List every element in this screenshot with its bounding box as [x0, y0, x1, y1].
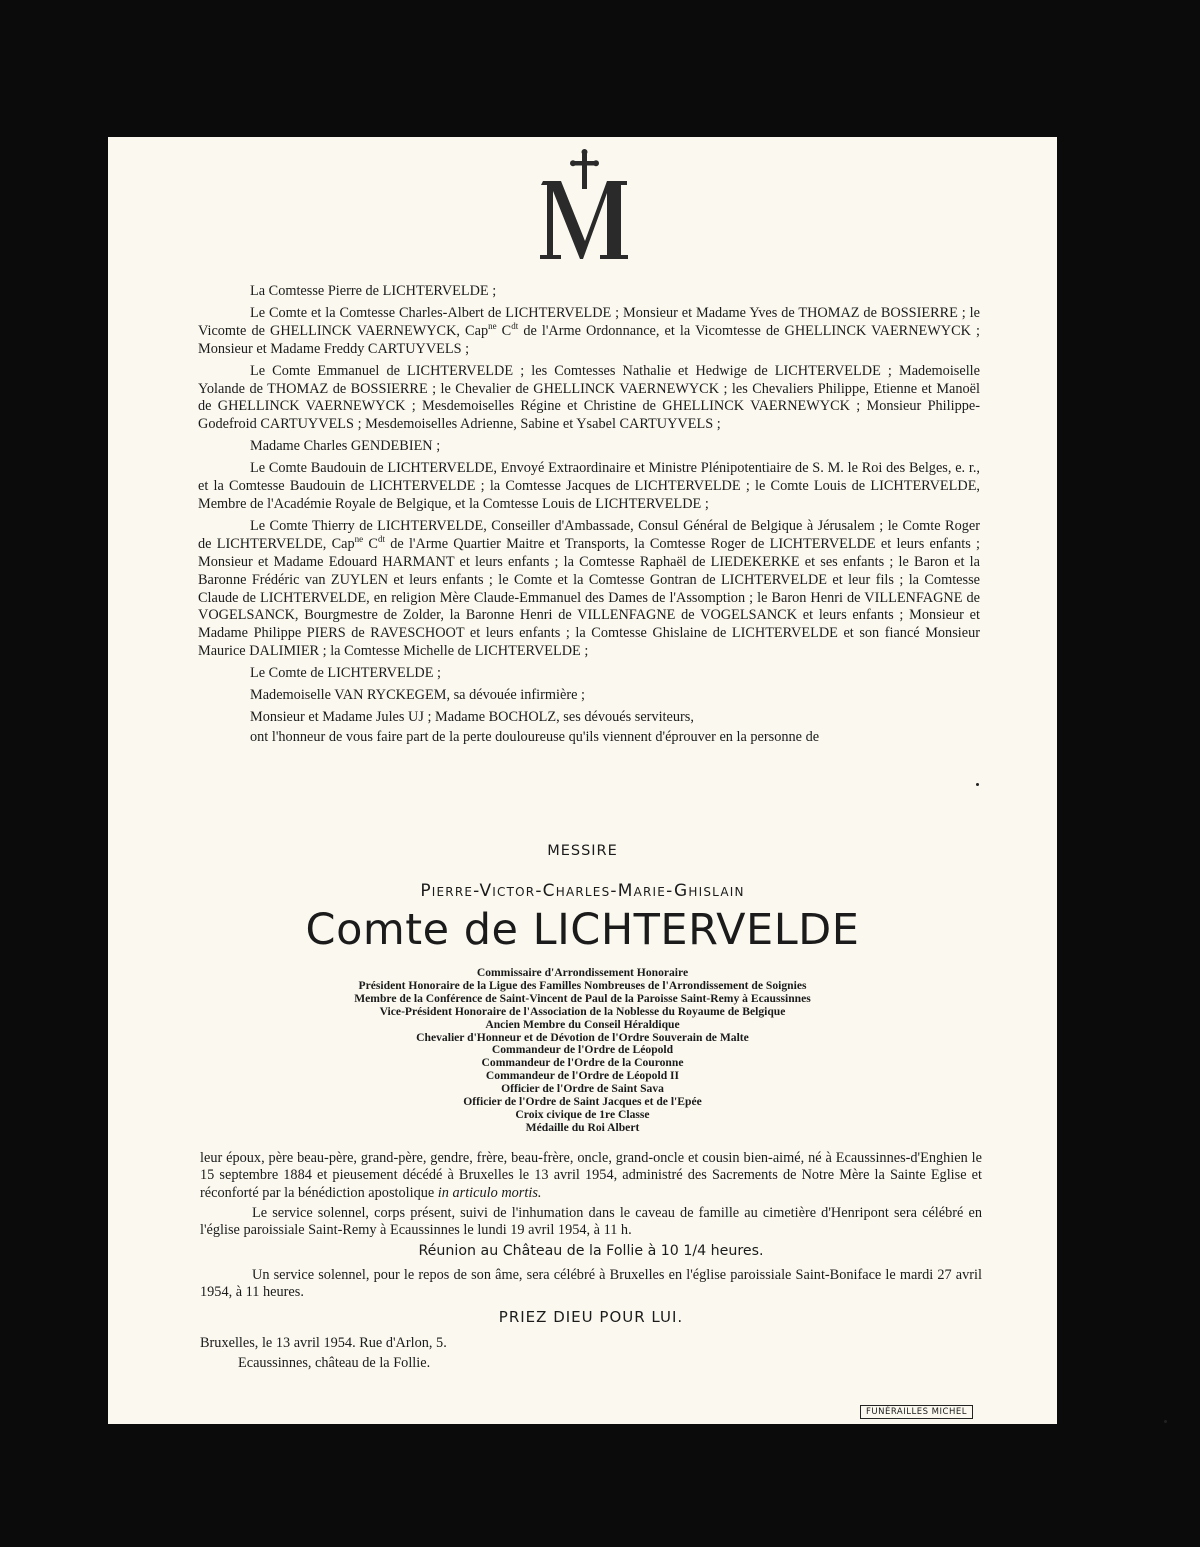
speck [976, 783, 979, 786]
honorific-titles [108, 967, 1057, 1135]
announcement-line: ont l'honneur de vous faire part de la perte douloureuse qu'ils viennent d'éprouver en la personne de [250, 728, 820, 745]
title-line: Membre de la Conférence de Saint-Vincent de Paul de la Paroisse Saint-Remy à Ecaussinnes [354, 991, 811, 1005]
title-line: Médaille du Roi Albert [525, 1120, 640, 1134]
title-line: Commissaire d'Arrondissement Honoraire [476, 966, 689, 979]
family-paragraph: Le Comte Baudouin de LICHTERVELDE, Envoyé Extraordinaire et Ministre Plénipotentiaire de S. M. le Roi des Belges, e. r., et la Comtesse Baudouin de LICHTERVELDE ; la Comtesse Jacques de LICHTERVELDE ; le Comte Louis de LICHTERVELDE, Membre de l'Académie Royale de Belgique, et la Comtesse Louis de LICHTERVELDE ; [198, 460, 980, 512]
deceased-name: Comte de LICHTERVELDE [305, 905, 860, 955]
messire-heading: MESSIRE [547, 843, 618, 859]
deceased-first-names: Pierre-Victor-Charles-Marie-Ghislain [420, 881, 745, 901]
family-paragraph: Monsieur et Madame Jules UJ ; Madame BOCHOLZ, ses dévoués serviteurs, [250, 708, 694, 725]
family-paragraph: La Comtesse Pierre de LICHTERVELDE ; [250, 283, 497, 299]
family-list [198, 283, 980, 750]
funeral-notice-sheet [108, 137, 1057, 1424]
place-line: Ecaussinnes, château de la Follie. [238, 1354, 431, 1371]
family-paragraph: Madame Charles GENDEBIEN ; [250, 438, 441, 455]
notice-body [200, 1150, 982, 1375]
title-line: Ancien Membre du Conseil Héraldique [485, 1017, 680, 1031]
title-line: Vice-Président Honoraire de l'Association de la Noblesse du Royaume de Belgique [379, 1004, 786, 1018]
bio-paragraph: leur époux, père beau-père, grand-père, gendre, frère, beau-frère, oncle, grand-oncle et cousin bien-aimé, né à Ecaussinnes-d'Enghien le 15 septembre 1884 et pieusement décédé à Bruxelles le 13 avril 1954, administré des Sacrements de Notre Mère la Sainte Eglise et réconforté par la bénédiction apostolique in articulo mortis. [200, 1150, 982, 1201]
title-line: Président Honoraire de la Ligue des Familles Nombreuses de l'Arrondissement de Soignies [358, 978, 807, 992]
title-line: Chevalier d'Honneur et de Dévotion de l'Ordre Souverain de Malte [416, 1030, 749, 1044]
place-date-line: Bruxelles, le 13 avril 1954. Rue d'Arlon, 5. [200, 1334, 447, 1351]
family-paragraph: Le Comte de LICHTERVELDE ; [250, 665, 442, 682]
speck [1164, 1420, 1167, 1423]
title-line: Croix civique de 1re Classe [515, 1107, 650, 1121]
title-line: Officier de l'Ordre de Saint Jacques et de l'Epée [463, 1095, 702, 1109]
title-line: Commandeur de l'Ordre de la Couronne [481, 1056, 684, 1070]
funeral-home-stamp: FUNÉRAILLES MICHEL [860, 1405, 973, 1419]
title-line: Commandeur de l'Ordre de Léopold [491, 1043, 674, 1057]
service2-paragraph: Un service solennel, pour le repos de son âme, sera célébré à Bruxelles en l'église paroissiale Saint-Boniface le mardi 27 avril 1954, à 11 heures. [200, 1266, 982, 1301]
family-paragraph: Le Comte et la Comtesse Charles-Albert de LICHTERVELDE ; Monsieur et Madame Yves de THOMAZ de BOSSIERRE ; le Vicomte de GHELLINCK VAERNEWYCK, Cap$^{ne}$ $C^{dt}$ de l'Arme Ordonnance, et la Vicomtesse de GHELLINCK VAERNEWYCK ; Monsieur et Madame Freddy CARTUYVELS ; [198, 304, 980, 357]
title-line: Officier de l'Ordre de Saint Sava [501, 1082, 664, 1096]
family-paragraph: Mademoiselle VAN RYCKEGEM, sa dévouée infirmière ; [250, 687, 585, 704]
family-paragraph: Le Comte Emmanuel de LICHTERVELDE ; les Comtesses Nathalie et Hedwige de LICHTERVELDE ; Mademoiselle Yolande de THOMAZ de BOSSIERRE ; le Chevalier de GHELLINCK VAERNEWYCK ; les Chevaliers Philippe, Etienne et Manoël de GHELLINCK VAERNEWYCK ; Mesdemoiselles Régine et Christine de GHELLINCK VAERNEWYCK ; Monsieur Philippe-Godefroid CARTUYVELS ; Mesdemoiselles Adrienne, Sabine et Ysabel CARTUYVELS ; [198, 362, 980, 433]
reunion-line: Réunion au Château de la Follie à 10 1/4 heures. [418, 1243, 764, 1260]
service-paragraph: Le service solennel, corps présent, suivi de l'inhumation dans le caveau de famille au cimetière d'Henripont sera célébré en l'église paroissiale Saint-Remy à Ecaussinnes le lundi 19 avril 1954, à 11 h. [200, 1204, 982, 1239]
marian-monogram-icon [535, 149, 635, 267]
family-paragraph: Le Comte Thierry de LICHTERVELDE, Conseiller d'Ambassade, Consul Général de Belgique à Jérusalem ; le Comte Roger de LICHTERVELDE, Cap$^{ne}$ $C^{dt}$ de l'Arme Quartier Maitre et Transports, la Comtesse Roger de LICHTERVELDE et leurs enfants ; Monsieur et Madame Edouard HARMANT et leurs enfants ; la Comtesse Raphaël de LIEDEKERKE et ses enfants ; le Baron et la Baronne Frédéric van ZUYLEN et leurs enfants ; le Comte et la Comtesse Gontran de LICHTERVELDE et leur fils ; la Comtesse Claude de LICHTERVELDE, en religion Mère Claude-Emmanuel des Dames de l'Assomption ; le Baron Henri de VILLENFAGNE de VOGELSANCK, Bourgmestre de Zolder, la Baronne Henri de VILLENFAGNE de VOGELSANCK et leurs enfants ; Monsieur et Madame Philippe PIERS de RAVESCHOOT et leurs enfants ; la Comtesse Ghislaine de LICHTERVELDE et son fiancé Monsieur Maurice DALIMIER ; la Comtesse Michelle de LICHTERVELDE ; [198, 517, 980, 660]
title-line: Commandeur de l'Ordre de Léopold II [485, 1069, 680, 1083]
prayer-line: PRIEZ DIEU POUR LUI. [498, 1308, 684, 1327]
